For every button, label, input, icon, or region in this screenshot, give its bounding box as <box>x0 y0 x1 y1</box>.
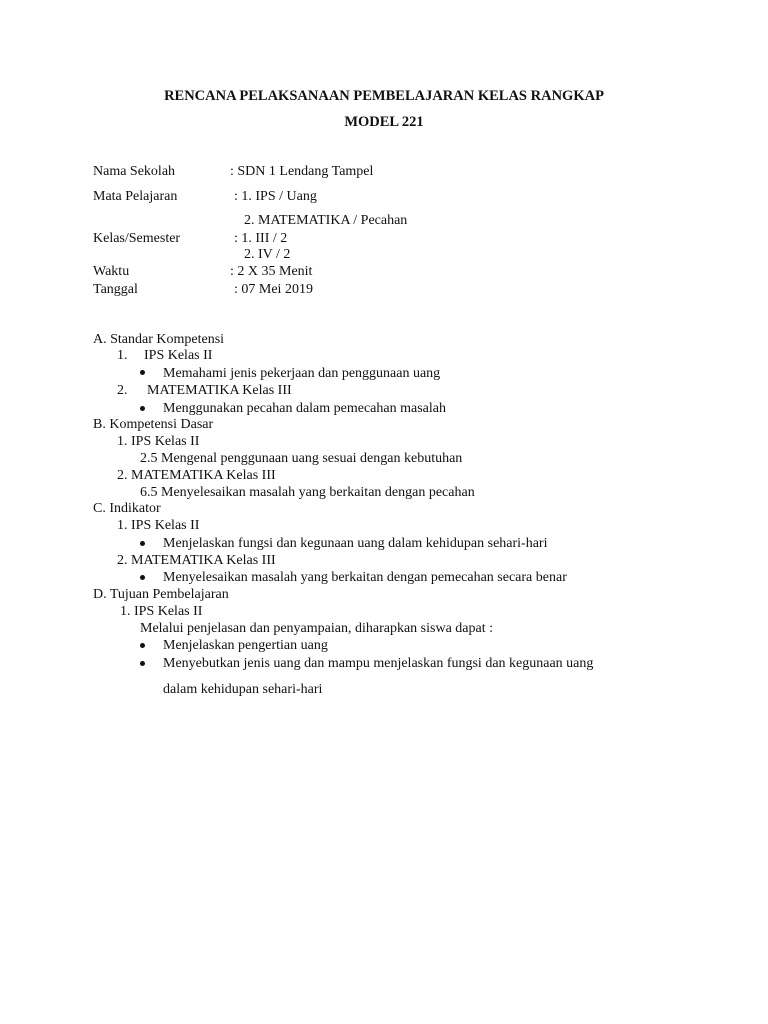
bullet-icon <box>140 370 145 375</box>
sekolah-value: : SDN 1 Lendang Tampel <box>230 164 374 179</box>
section-b-item1-sub: 2.5 Mengenal penggunaan uang sesuai dengan kebutuhan <box>140 451 463 466</box>
section-a-item1-number: 1. <box>117 348 128 363</box>
section-d-bullet2-line2: dalam kehidupan sehari-hari <box>163 682 323 697</box>
section-d-item1: 1. IPS Kelas II <box>120 604 203 619</box>
mapel-label: Mata Pelajaran <box>93 189 178 204</box>
section-c-item1: 1. IPS Kelas II <box>117 518 200 533</box>
section-b-item2: 2. MATEMATIKA Kelas III <box>117 468 276 483</box>
section-a-item2-number: 2. <box>117 383 128 398</box>
section-b-item1: 1. IPS Kelas II <box>117 434 200 449</box>
section-d-bullet1: Menjelaskan pengertian uang <box>163 638 328 653</box>
section-a-item1-bullet: Memahami jenis pekerjaan dan penggunaan uang <box>163 366 441 381</box>
section-c-item1-bullet: Menjelaskan fungsi dan kegunaan uang dalam kehidupan sehari-hari <box>163 536 548 551</box>
section-d-heading: D. Tujuan Pembelajaran <box>93 587 229 602</box>
section-a-heading: A. Standar Kompetensi <box>93 332 225 347</box>
section-b-heading: B. Kompetensi Dasar <box>93 417 214 432</box>
bullet-icon <box>140 661 145 666</box>
kelas-value-1: : 1. III / 2 <box>234 231 288 246</box>
sekolah-label: Nama Sekolah <box>93 164 176 179</box>
section-d-bullet2-line1: Menyebutkan jenis uang dan mampu menjelaskan fungsi dan kegunaan uang <box>163 656 594 671</box>
kelas-value-2: 2. IV / 2 <box>244 247 291 262</box>
mapel-value-1: : 1. IPS / Uang <box>234 189 317 204</box>
document-subtitle: MODEL 221 <box>344 114 424 130</box>
bullet-icon <box>140 541 145 546</box>
section-a-item2-label: MATEMATIKA Kelas III <box>147 383 292 398</box>
bullet-icon <box>140 575 145 580</box>
section-c-item2-bullet: Menyelesaikan masalah yang berkaitan dengan pemecahan secara benar <box>163 570 567 585</box>
bullet-icon <box>140 406 145 411</box>
bullet-icon <box>140 643 145 648</box>
section-b-item2-sub: 6.5 Menyelesaikan masalah yang berkaitan dengan pecahan <box>140 485 475 500</box>
waktu-label: Waktu <box>93 264 130 279</box>
tanggal-value: : 07 Mei 2019 <box>234 282 313 297</box>
section-d-intro: Melalui penjelasan dan penyampaian, diharapkan siswa dapat : <box>140 621 493 636</box>
section-a-item1-label: IPS Kelas II <box>144 348 213 363</box>
section-a-item2-bullet: Menggunakan pecahan dalam pemecahan masalah <box>163 401 446 416</box>
mapel-value-2: 2. MATEMATIKA / Pecahan <box>244 213 408 228</box>
kelas-label: Kelas/Semester <box>93 231 181 246</box>
document-title: RENCANA PELAKSANAAN PEMBELAJARAN KELAS RANGKAP <box>164 88 604 104</box>
waktu-value: : 2 X 35 Menit <box>230 264 313 279</box>
tanggal-label: Tanggal <box>93 282 138 297</box>
section-c-item2: 2. MATEMATIKA Kelas III <box>117 553 276 568</box>
section-c-heading: C. Indikator <box>93 501 161 516</box>
